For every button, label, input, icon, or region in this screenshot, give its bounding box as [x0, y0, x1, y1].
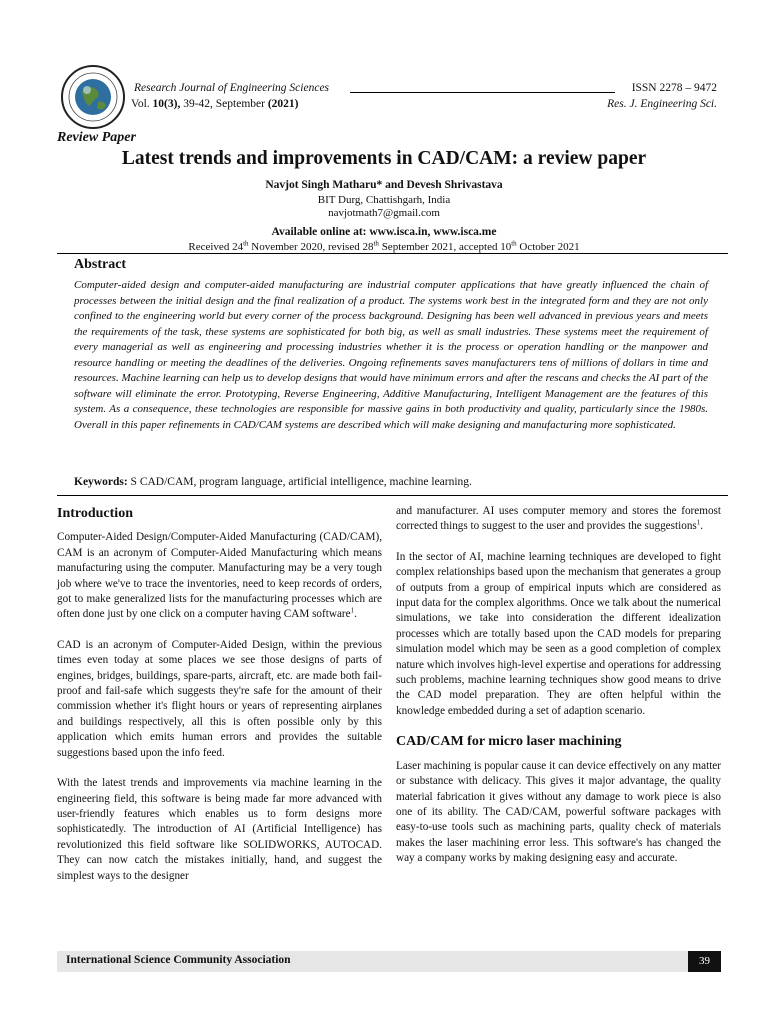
laser-section-heading: CAD/CAM for micro laser machining	[396, 734, 622, 750]
paper-type: Review Paper	[57, 130, 136, 145]
keywords: Keywords: S CAD/CAM, program language, artificial intelligence, machine learning.	[74, 476, 472, 488]
volume-info: Vol. 10(3), 39-42, September (2021)	[131, 98, 299, 110]
abstract-text: Computer-aided design and computer-aided manufacturing are industrial computer applications that have greatly influenced the chain of processes between the initial design and the final realization of a product. The systems work best in the integrated form and they are not only confined to the engineering world but every corner of the process background. Designing has been well advanced in previous years and meets the requirements of the task, these systems are sophisticated for both big, as well as small industries. These systems meet the requirement of every managerial as well as engineering and processing industries whether it is the process or operation handling or the manpower and resource handling or meeting the deadlines of the deliveries. Ongoing refinements saves manufacturers tens of millions of dollars in time and resources. Machine learning can help us to develop designs that would have minimum errors and after the rescans and checks the AI part of the software will eliminate the error. Prototyping, Reverse Engineering, Additive Manufacturing, Intelligent Management are the features of this system. As a consequence, these technologies are responsible for massive gains in both productivity and quality, particularly since the 1980s. Overall in this paper refinements in CAD/CAM systems are described which will make designing and manufacturing more sophisticated.	[74, 279, 708, 431]
journal-name: Research Journal of Engineering Sciences	[134, 82, 330, 94]
intro-paragraph-5: In the sector of AI, machine learning techniques are developed to fight complex relationships based upon the mechanism that generates a group of outputs from a group of empirical inputs which are considered as input data for the complex algorithms. Once we talk about the numerical simulations, we take into consideration the different idealization processes which are totally based upon the CAD models for preparing simulation model which may be seen as a good completion of complex nature which involves high-level expertise and operations for addressing such problems, machine learning techniques show good means to drive the CAD model preparation. They are often helpful within the knowledge embedded during a set of adaption scenario.	[396, 550, 721, 717]
introduction-heading: Introduction	[57, 506, 133, 521]
email: navjotmath7@gmail.com	[328, 207, 440, 219]
footer-organization: International Science Community Association	[66, 954, 291, 966]
isca-logo	[60, 64, 126, 130]
authors: Navjot Singh Matharu* and Devesh Shrivastava	[265, 179, 503, 191]
journal-header-line1	[134, 80, 329, 96]
top-divider	[57, 253, 728, 254]
abstract-divider	[57, 495, 728, 496]
header-underline	[350, 92, 615, 93]
intro-paragraph-3: With the latest trends and improvements via machine learning in the engineering field, this software is being made far more advanced with user-friendly features which enables us to form designs more sophisticatedly. The introduction of AI (Artificial Intelligence) has revolutionized this field software like SOLIDWORKS, AUTOCAD. They can now catch the mistakes initially, hand, and suggest the simplest ways to the designer	[57, 777, 382, 882]
received-dates: Received 24th November 2020, revised 28th September 2021, accepted 10th October 2021	[188, 239, 580, 253]
abstract-heading: Abstract	[74, 257, 127, 272]
laser-paragraph-1: Laser machining is popular cause it can device effectively on any matter or substance with delicacy. This gives it major advantage, the quality material fabrication it gives without any damage to work piece is also one of its ability. The CAD/CAM, powerful software packages with easy-to-use tools such as machining parts, quality check of materials makes the laser machining error less. This software's has changed the way a company works by making designing easy and accurate.	[396, 759, 721, 865]
column-right	[396, 504, 721, 882]
column-left	[57, 506, 382, 884]
intro-paragraph-2: CAD is an acronym of Computer-Aided Design, within the previous times even today at some places we see those designs of parts of engines, bridges, buildings, spare-parts, aircraft, etc. are made both fail-proof and fail-safe which suggests they're safe for the amount of their commission whether it's flight hours or years of representing airplanes and buildings respectively, all this is often possible only by this application which emits human errors and provides the suitable suggestions based upon the info feed.	[57, 638, 382, 759]
intro-paragraph-4: and manufacturer. AI uses computer memory and stores the foremost corrected things to suggest to the user and provides the suggestions$^1$.	[396, 505, 721, 533]
issn: ISSN 2278 – 9472	[631, 82, 717, 94]
paper-title: Latest trends and improvements in CAD/CAM: a review paper	[121, 148, 647, 169]
available-online: Available online at: www.isca.in, www.isca.me	[271, 226, 497, 238]
intro-paragraph-1: Computer-Aided Design/Computer-Aided Manufacturing (CAD/CAM), CAM is an acronym of Computer-Aided Manufacturing which means manufacturing using the computer. Manufacturing may be a very tough job where we've to trace the inventories, need to keep records of orders, got to make generalized lists for the manufacturing processes which are often done just by one click on a computer having CAM software$^1$.	[57, 531, 382, 621]
page-number: 39	[688, 951, 721, 972]
journal-short-name: Res. J. Engineering Sci.	[607, 98, 717, 110]
affiliation: BIT Durg, Chattishgarh, India	[317, 194, 451, 206]
